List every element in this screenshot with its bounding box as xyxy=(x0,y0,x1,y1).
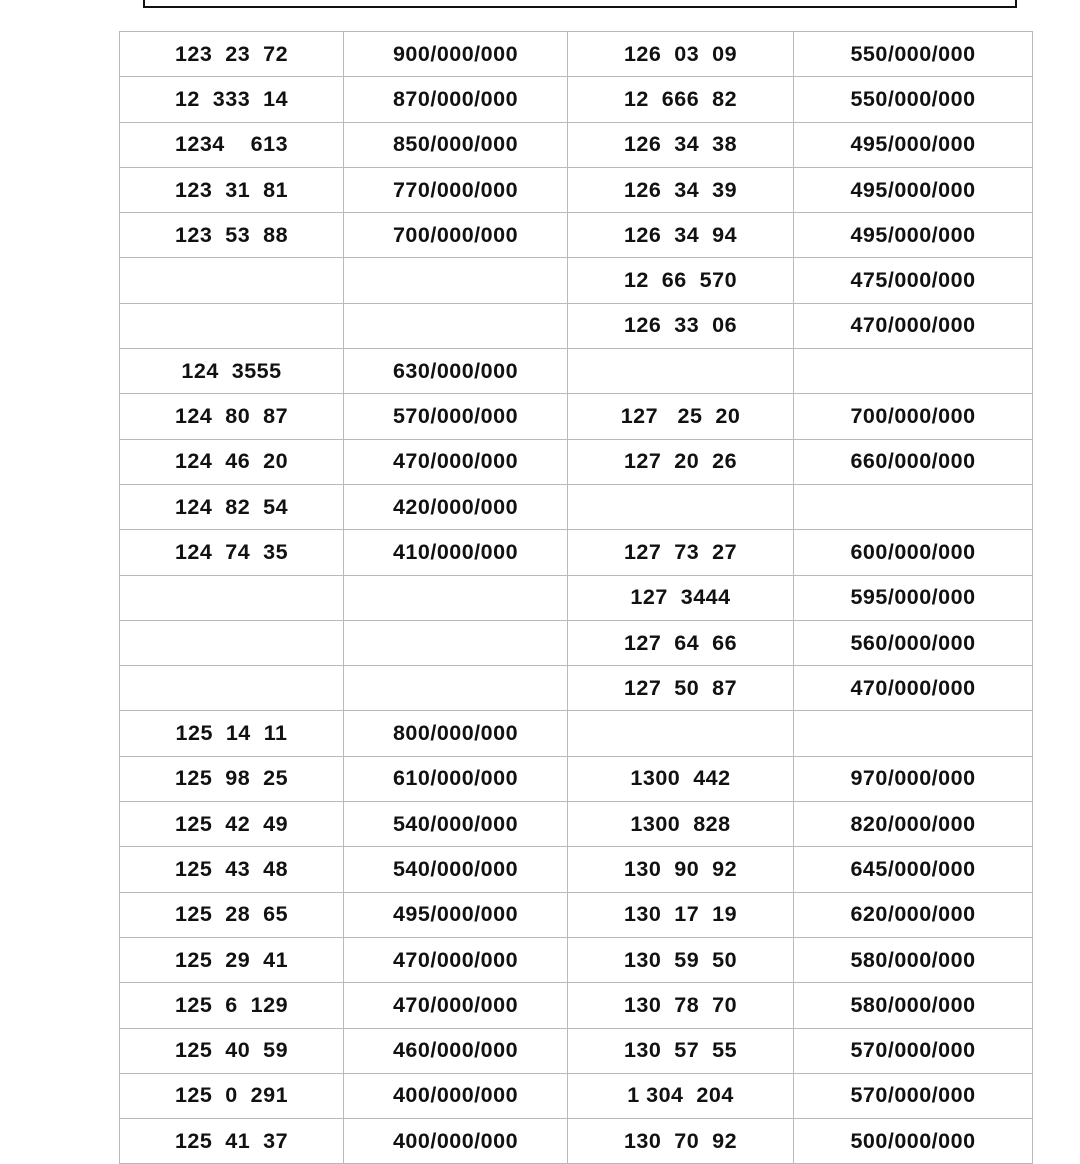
table-cell-right_code: 130 59 50 xyxy=(568,937,794,982)
table-row xyxy=(120,258,1033,303)
table-cell-right_code: 126 34 39 xyxy=(568,167,794,212)
table-cell-right_amount: 700/000/000 xyxy=(794,394,1033,439)
table-cell-right_code xyxy=(568,711,794,756)
table-cell-right_code: 126 34 94 xyxy=(568,213,794,258)
table-cell-left_code: 12 333 14 xyxy=(120,77,344,122)
table-cell-right_code: 126 34 38 xyxy=(568,122,794,167)
table-row xyxy=(120,666,1033,711)
table-cell-left_code xyxy=(120,666,344,711)
table-cell-right_code: 1 304 204 xyxy=(568,1073,794,1118)
table-cell-left_amount: 870/000/000 xyxy=(344,77,568,122)
table-cell-left_code: 125 6 129 xyxy=(120,983,344,1028)
table-row xyxy=(120,394,1033,439)
table-cell-right_amount: 620/000/000 xyxy=(794,892,1033,937)
table-cell-right_code: 130 78 70 xyxy=(568,983,794,1028)
table-row xyxy=(120,167,1033,212)
table-cell-left_code: 124 80 87 xyxy=(120,394,344,439)
table-cell-left_code: 125 98 25 xyxy=(120,756,344,801)
table-cell-left_amount: 470/000/000 xyxy=(344,937,568,982)
table-cell-left_code: 125 29 41 xyxy=(120,937,344,982)
table-cell-right_code: 130 17 19 xyxy=(568,892,794,937)
table-cell-right_amount: 580/000/000 xyxy=(794,983,1033,1028)
table-cell-left_code xyxy=(120,258,344,303)
table-row xyxy=(120,32,1033,77)
table-cell-left_amount xyxy=(344,620,568,665)
table-cell-right_amount: 645/000/000 xyxy=(794,847,1033,892)
table-cell-right_amount: 820/000/000 xyxy=(794,802,1033,847)
table-cell-left_code: 125 0 291 xyxy=(120,1073,344,1118)
table-row xyxy=(120,122,1033,167)
table-cell-right_code: 127 50 87 xyxy=(568,666,794,711)
table-cell-right_amount: 600/000/000 xyxy=(794,530,1033,575)
table-cell-right_code: 12 66 570 xyxy=(568,258,794,303)
table-cell-right_code: 127 25 20 xyxy=(568,394,794,439)
table-cell-left_amount xyxy=(344,575,568,620)
table-cell-left_code: 125 42 49 xyxy=(120,802,344,847)
table-cell-right_code: 127 64 66 xyxy=(568,620,794,665)
table-cell-right_code xyxy=(568,484,794,529)
table-cell-left_code: 125 43 48 xyxy=(120,847,344,892)
table-cell-right_code: 126 33 06 xyxy=(568,303,794,348)
table-cell-left_amount: 610/000/000 xyxy=(344,756,568,801)
table-row xyxy=(120,439,1033,484)
preceding-table-bottom-border-fragment xyxy=(143,0,1017,8)
table-cell-right_amount: 495/000/000 xyxy=(794,167,1033,212)
table-cell-right_amount: 595/000/000 xyxy=(794,575,1033,620)
table-row xyxy=(120,349,1033,394)
table-cell-right_amount: 500/000/000 xyxy=(794,1119,1033,1164)
table-cell-right_code: 1300 442 xyxy=(568,756,794,801)
table-cell-left_code: 125 28 65 xyxy=(120,892,344,937)
table-cell-right_amount: 550/000/000 xyxy=(794,32,1033,77)
table-cell-right_amount xyxy=(794,484,1033,529)
table-cell-right_amount xyxy=(794,711,1033,756)
table-row xyxy=(120,711,1033,756)
table-cell-left_amount: 900/000/000 xyxy=(344,32,568,77)
table-cell-left_code xyxy=(120,620,344,665)
table-cell-left_amount: 400/000/000 xyxy=(344,1119,568,1164)
table-cell-left_code: 125 40 59 xyxy=(120,1028,344,1073)
table-cell-right_code: 1300 828 xyxy=(568,802,794,847)
numeric-data-table xyxy=(119,31,1033,1164)
table-cell-right_amount: 970/000/000 xyxy=(794,756,1033,801)
table-cell-right_amount: 475/000/000 xyxy=(794,258,1033,303)
table-cell-left_amount: 410/000/000 xyxy=(344,530,568,575)
table-cell-right_amount: 495/000/000 xyxy=(794,122,1033,167)
table-row xyxy=(120,530,1033,575)
table-cell-right_code: 127 20 26 xyxy=(568,439,794,484)
table-row xyxy=(120,756,1033,801)
table-cell-left_code: 125 14 11 xyxy=(120,711,344,756)
table-cell-left_amount: 540/000/000 xyxy=(344,847,568,892)
table-row xyxy=(120,983,1033,1028)
table-cell-left_code: 125 41 37 xyxy=(120,1119,344,1164)
table-row xyxy=(120,620,1033,665)
table-cell-right_amount: 570/000/000 xyxy=(794,1073,1033,1118)
table-row xyxy=(120,484,1033,529)
table-cell-left_amount: 470/000/000 xyxy=(344,983,568,1028)
table-cell-right_code: 130 57 55 xyxy=(568,1028,794,1073)
table-cell-left_amount: 630/000/000 xyxy=(344,349,568,394)
table-cell-left_amount: 400/000/000 xyxy=(344,1073,568,1118)
table-row xyxy=(120,1028,1033,1073)
table-cell-left_code xyxy=(120,575,344,620)
table-row xyxy=(120,847,1033,892)
table-cell-right_amount: 560/000/000 xyxy=(794,620,1033,665)
table-row xyxy=(120,1073,1033,1118)
table-cell-right_code xyxy=(568,349,794,394)
table-cell-left_code: 123 31 81 xyxy=(120,167,344,212)
table-cell-right_amount: 580/000/000 xyxy=(794,937,1033,982)
table-cell-right_amount: 550/000/000 xyxy=(794,77,1033,122)
table-cell-left_code: 123 23 72 xyxy=(120,32,344,77)
table-cell-left_amount xyxy=(344,666,568,711)
table-row xyxy=(120,77,1033,122)
table-row xyxy=(120,937,1033,982)
table-cell-right_amount xyxy=(794,349,1033,394)
table-cell-left_amount: 495/000/000 xyxy=(344,892,568,937)
table-cell-left_amount: 570/000/000 xyxy=(344,394,568,439)
table-cell-right_code: 127 73 27 xyxy=(568,530,794,575)
table-cell-right_amount: 660/000/000 xyxy=(794,439,1033,484)
table-cell-left_amount xyxy=(344,258,568,303)
table-cell-left_code: 124 74 35 xyxy=(120,530,344,575)
table-row xyxy=(120,575,1033,620)
table-cell-left_amount: 850/000/000 xyxy=(344,122,568,167)
table-cell-left_amount: 470/000/000 xyxy=(344,439,568,484)
table-row xyxy=(120,1119,1033,1164)
table-cell-left_amount xyxy=(344,303,568,348)
table-row xyxy=(120,303,1033,348)
table-row xyxy=(120,802,1033,847)
table-cell-right_amount: 495/000/000 xyxy=(794,213,1033,258)
table-cell-left_amount: 800/000/000 xyxy=(344,711,568,756)
table-cell-right_code: 127 3444 xyxy=(568,575,794,620)
table-cell-left_amount: 700/000/000 xyxy=(344,213,568,258)
table-cell-right_amount: 470/000/000 xyxy=(794,666,1033,711)
table-cell-left_amount: 420/000/000 xyxy=(344,484,568,529)
table-cell-left_code: 124 3555 xyxy=(120,349,344,394)
table-cell-left_amount: 770/000/000 xyxy=(344,167,568,212)
table-row xyxy=(120,213,1033,258)
table-cell-left_code: 1234 613 xyxy=(120,122,344,167)
table-cell-right_code: 130 70 92 xyxy=(568,1119,794,1164)
table-cell-left_amount: 460/000/000 xyxy=(344,1028,568,1073)
table-cell-left_code xyxy=(120,303,344,348)
data-table-container xyxy=(119,31,1032,1164)
table-body xyxy=(120,32,1033,1164)
table-cell-left_code: 124 82 54 xyxy=(120,484,344,529)
table-cell-right_code: 12 666 82 xyxy=(568,77,794,122)
table-cell-left_amount: 540/000/000 xyxy=(344,802,568,847)
table-cell-left_code: 123 53 88 xyxy=(120,213,344,258)
table-cell-right_code: 126 03 09 xyxy=(568,32,794,77)
table-cell-right_code: 130 90 92 xyxy=(568,847,794,892)
table-row xyxy=(120,892,1033,937)
table-cell-right_amount: 570/000/000 xyxy=(794,1028,1033,1073)
table-cell-right_amount: 470/000/000 xyxy=(794,303,1033,348)
table-cell-left_code: 124 46 20 xyxy=(120,439,344,484)
